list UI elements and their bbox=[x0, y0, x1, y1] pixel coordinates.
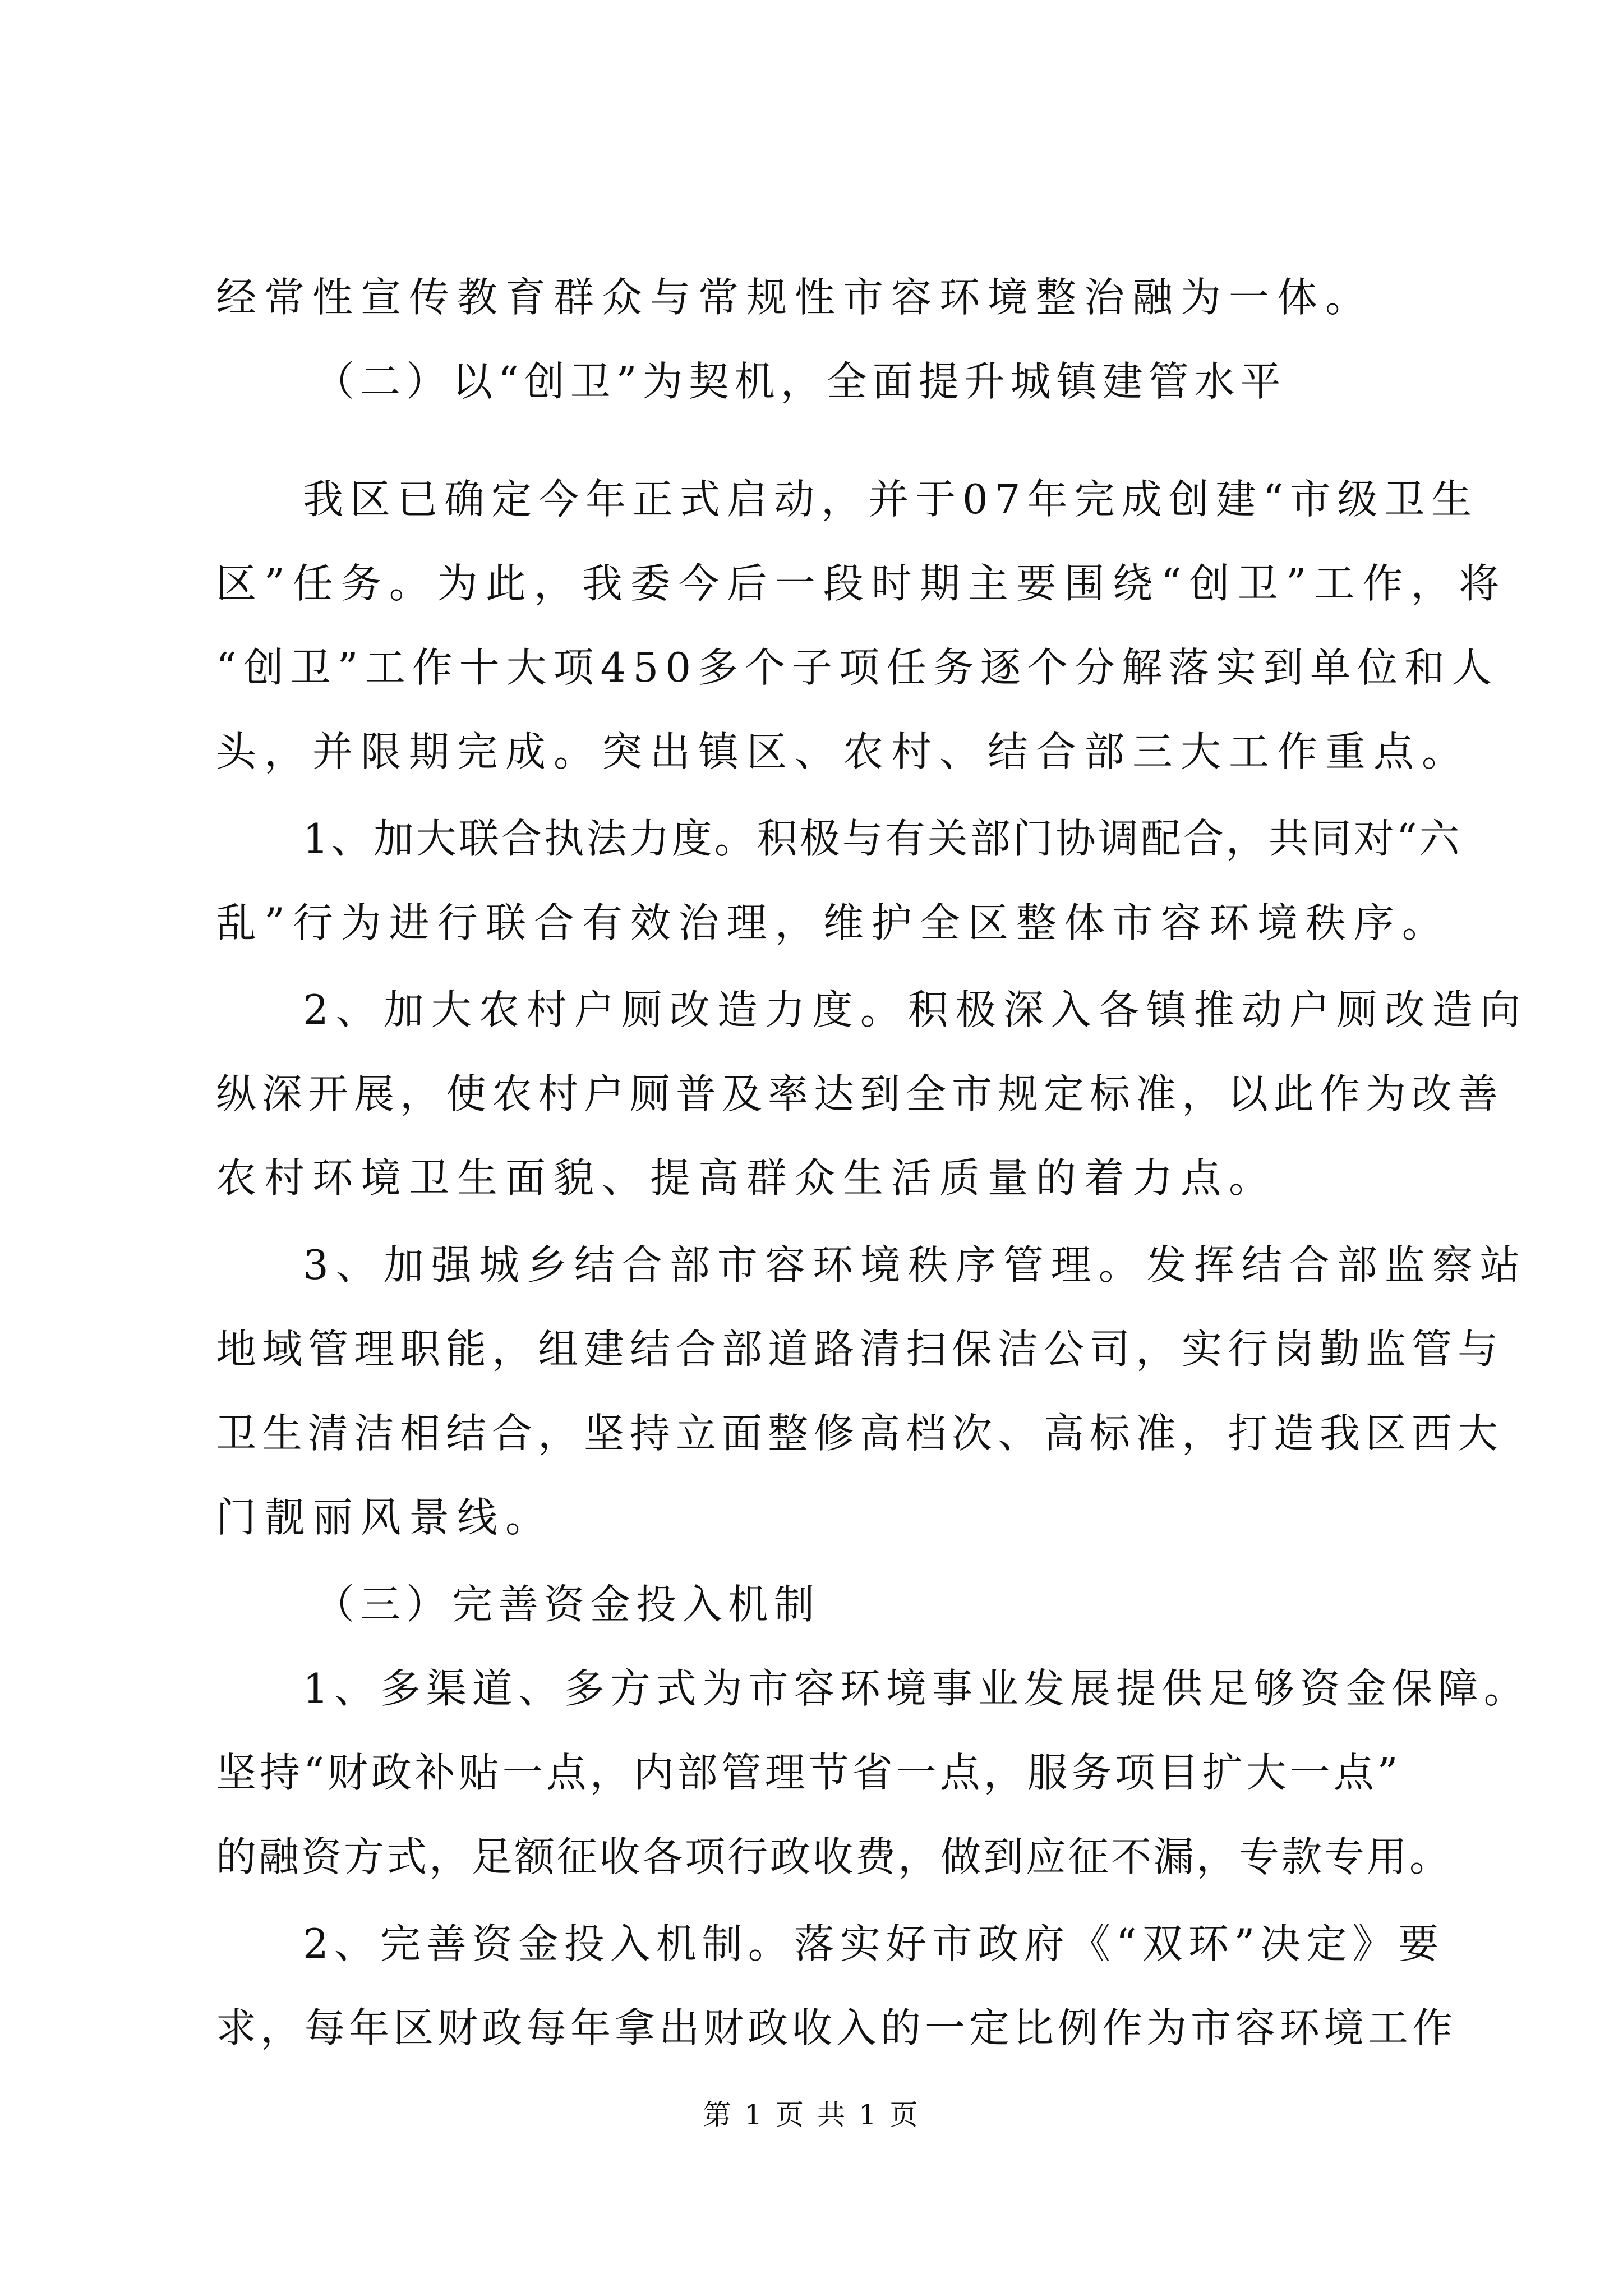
paragraph-line: 地域管理职能，组建结合部道路清扫保洁公司，实行岗勤监管与 bbox=[216, 1326, 1504, 1373]
paragraph-line: “创卫”工作十大项450多个子项任务逐个分解落实到单位和人 bbox=[216, 644, 1499, 691]
paragraph-line: 的融资方式，足额征收各项行政收费，做到应征不漏，专款专用。 bbox=[216, 1833, 1453, 1880]
paragraph-line: 农村环境卫生面貌、提高群众生活质量的着力点。 bbox=[216, 1154, 1278, 1202]
paragraph-line: 1、多渠道、多方式为市容环境事业发展提供足够资金保障。 bbox=[303, 1665, 1530, 1712]
paragraph-line: 头，并限期完成。突出镇区、农村、结合部三大工作重点。 bbox=[216, 728, 1470, 775]
paragraph-line: 乱”行为进行联合有效治理，维护全区整体市容环境秩序。 bbox=[216, 899, 1450, 946]
paragraph-line: 坚持“财政补贴一点，内部管理节省一点，服务项目扩大一点” bbox=[216, 1749, 1401, 1796]
paragraph-line: 门靓丽风景线。 bbox=[216, 1494, 554, 1541]
paragraph-line: 2、加大农村户厕改造力度。积极深入各镇推动户厕改造向 bbox=[303, 986, 1528, 1033]
page-footer: 第 1 页 共 1 页 bbox=[703, 2099, 920, 2131]
paragraph-line: 经常性宣传教育群众与常规性市容环境整治融为一体。 bbox=[216, 274, 1374, 321]
paragraph-line: 1、加大联合执法力度。积极与有关部门协调配合，共同对“六 bbox=[303, 815, 1462, 862]
paragraph-line: 纵深开展，使农村户厕普及率达到全市规定标准，以此作为改善 bbox=[216, 1070, 1504, 1117]
section-heading: （三）完善资金投入机制 bbox=[314, 1581, 820, 1628]
paragraph-line: 我区已确定今年正式启动，并于07年完成创建“市级卫生 bbox=[303, 476, 1479, 523]
paragraph-line: 3、加强城乡结合部市容环境秩序管理。发挥结合部监察站 bbox=[303, 1241, 1528, 1289]
section-heading: （二）以“创卫”为契机，全面提升城镇建管水平 bbox=[314, 358, 1287, 405]
paragraph-line: 卫生清洁相结合，坚持立面整修高档次、高标准，打造我区西大 bbox=[216, 1410, 1504, 1457]
paragraph-line: 2、完善资金投入机制。落实好市政府《“双环”决定》要 bbox=[303, 1920, 1445, 1967]
paragraph-line: 区”任务。为此，我委今后一段时期主要围绕“创卫”工作，将 bbox=[216, 560, 1507, 607]
paragraph-line: 求，每年区财政每年拿出财政收入的一定比例作为市容环境工作 bbox=[216, 2004, 1457, 2051]
